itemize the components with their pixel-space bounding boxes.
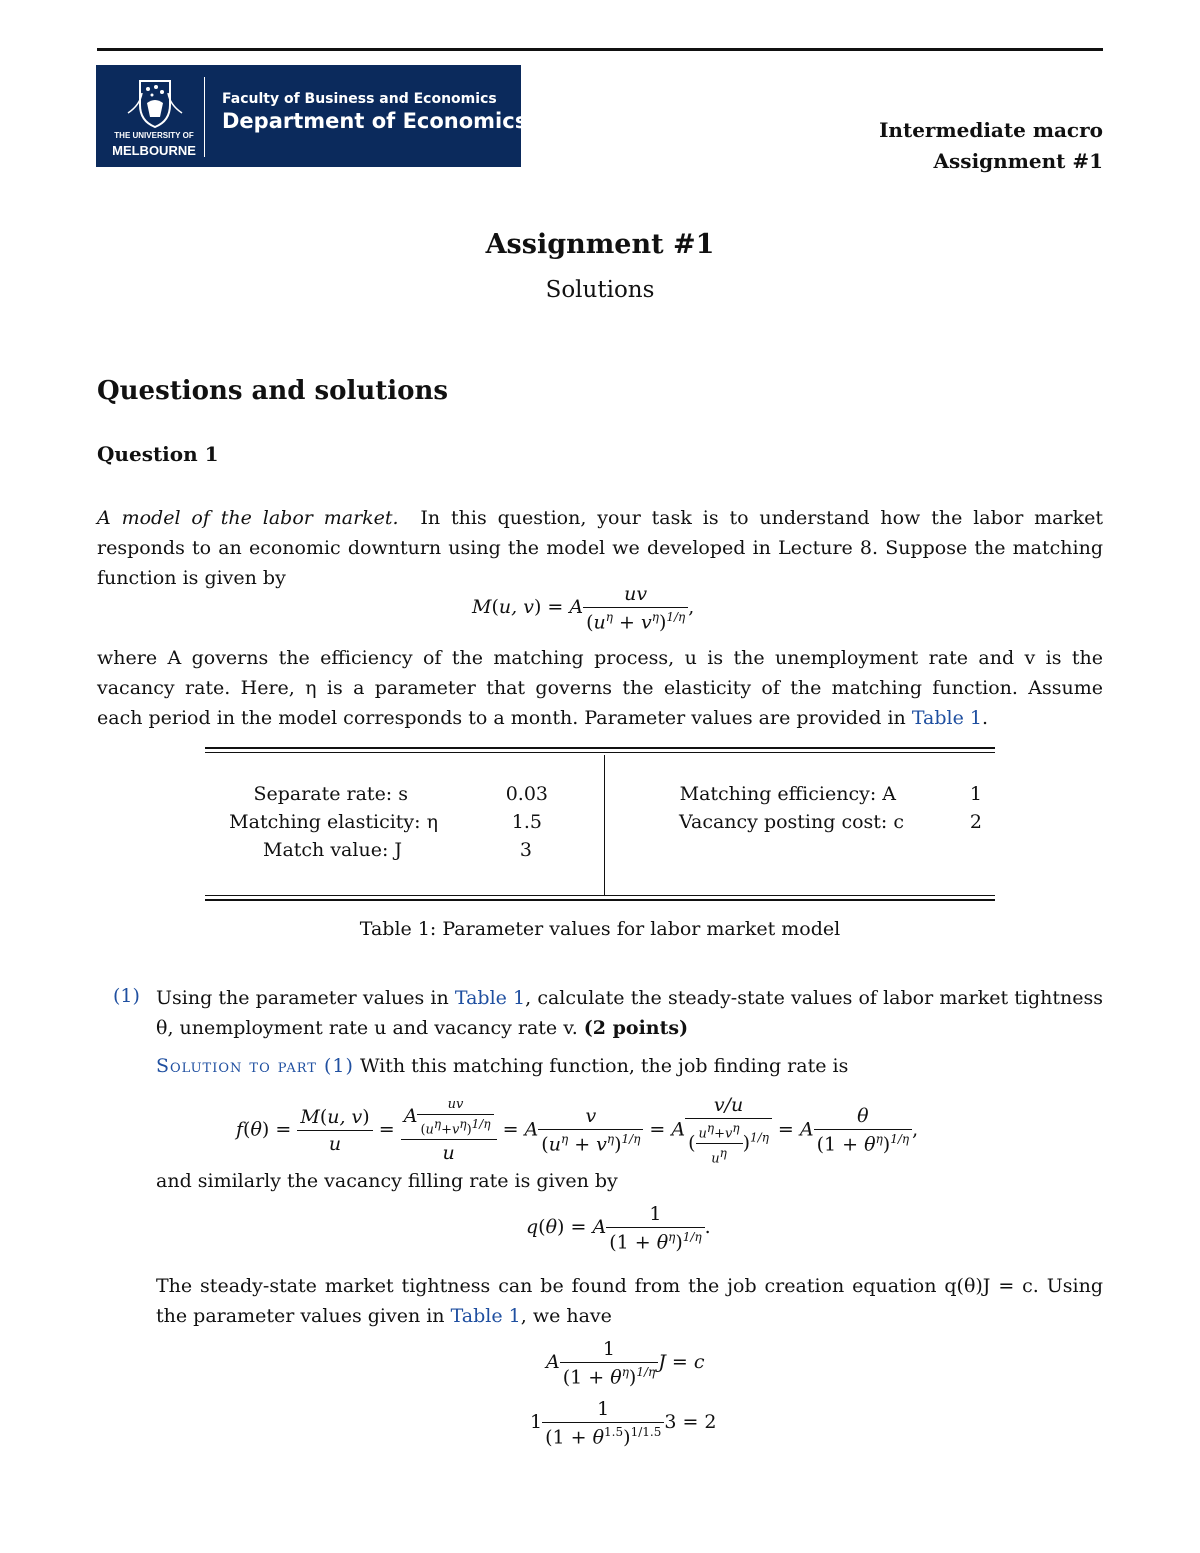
part1-table1-link[interactable]: Table 1 bbox=[454, 987, 526, 1009]
after-matching-period: . bbox=[981, 707, 989, 729]
table-divider bbox=[604, 755, 605, 895]
part-number: (1) bbox=[113, 985, 140, 1007]
intro-paragraph bbox=[97, 503, 1103, 593]
job-finding-rate-equation: f(θ) = $\frac{M(u, v)}{u}$ = A $\frac{uv}{(u^\eta+v^\eta)^{1/\eta}}$ u = A $\frac{v}{(u^\eta + v^\eta)^{1/\eta}}$ = A v/u ( $\frac{u^\eta+v^\eta}{u^\eta}$ )$^{1/\eta}$ = A $\frac{\theta}{(1 + \theta^\eta)^{1/\eta}}$ , bbox=[236, 1094, 919, 1167]
part1-line-1 bbox=[156, 983, 1103, 1013]
steady-state-line2-pre: the parameter values given in bbox=[156, 1305, 445, 1327]
question-heading: Question 1 bbox=[97, 442, 219, 466]
matching-function-equation: M(u, v) = A $\frac{uv}{(u^\eta + v^\eta)^{1/\eta}}$ , bbox=[472, 583, 695, 634]
solution-intro bbox=[156, 1051, 1103, 1081]
table-bottom-rule-2 bbox=[205, 899, 995, 901]
vacancy-filling-rate-equation: q(θ) = A $\frac{1}{(1 + \theta^\eta)^{1/\eta}}$ . bbox=[526, 1203, 711, 1254]
part1-question bbox=[156, 983, 1103, 1043]
table-top-rule-2 bbox=[205, 752, 995, 753]
document-title: Assignment #1 bbox=[485, 229, 715, 260]
intro-lead: A model of the labor market. bbox=[97, 507, 399, 529]
section-heading: Questions and solutions bbox=[97, 376, 449, 406]
course-name: Intermediate macro bbox=[879, 118, 1103, 142]
job-creation-equation-numeric: 1 $\frac{1}{(1 + \theta^{1.5})^{1/1.5}}$ 3 = 2 bbox=[530, 1398, 717, 1449]
steady-table1-link[interactable]: Table 1 bbox=[450, 1305, 521, 1327]
table-bottom-rule bbox=[205, 895, 995, 896]
logo-divider bbox=[204, 77, 205, 157]
university-line1: THE UNIVERSITY OF bbox=[114, 131, 194, 140]
table-caption: Table 1: Parameter values for labor market model bbox=[359, 918, 841, 940]
intro-line-2: responds to an economic downturn using the model we developed in Lecture 8. Suppose the matching bbox=[97, 537, 1103, 559]
faculty-name: Faculty of Business and Economics bbox=[222, 91, 497, 107]
table-left-label-1: Separate rate: s bbox=[253, 783, 408, 805]
steady-state-paragraph bbox=[156, 1271, 1103, 1331]
after-matching-line-2: vacancy rate. Here, η is a parameter that governs the elasticity of the matching function. Assume bbox=[97, 677, 1103, 699]
part1-line2-text: θ, unemployment rate u and vacancy rate v. bbox=[156, 1017, 578, 1039]
solution-intro-line bbox=[156, 1051, 1103, 1081]
table-left-value-1: 0.03 bbox=[505, 783, 548, 805]
table-top-rule bbox=[205, 747, 995, 749]
crest-icon bbox=[110, 75, 200, 131]
top-rule bbox=[97, 48, 1103, 51]
table-right-label-1: Matching efficiency: A bbox=[679, 783, 896, 805]
table-left-label-3: Match value: J bbox=[262, 839, 402, 861]
assignment-label: Assignment #1 bbox=[933, 149, 1103, 173]
solution-text: With this matching function, the job finding rate is bbox=[359, 1055, 849, 1077]
steady-state-line-2 bbox=[156, 1301, 1103, 1331]
department-name: Department of Economics bbox=[222, 109, 528, 133]
intro-line1-rest: In this question, your task is to understand how the labor market bbox=[420, 507, 1103, 529]
part1-line1-pre: Using the parameter values in bbox=[156, 987, 449, 1009]
solution-heading: Solution to part (1) bbox=[156, 1055, 354, 1077]
part1-line-2 bbox=[156, 1013, 1103, 1043]
after-matching-line3-text: each period in the model corresponds to a month. Parameter values are provided in bbox=[97, 707, 906, 729]
table-left-value-3: 3 bbox=[519, 839, 532, 861]
similarly-line: and similarly the vacancy filling rate is given by bbox=[156, 1170, 618, 1192]
steady-state-line-1: The steady-state market tightness can be found from the job creation equation q(θ)J = c. Using bbox=[156, 1275, 1103, 1297]
steady-state-line2-post: , we have bbox=[520, 1305, 612, 1327]
after-matching-line-1: where A governs the efficiency of the matching process, u is the unemployment rate and v is the bbox=[97, 647, 1103, 669]
intro-line-3: function is given by bbox=[97, 567, 286, 589]
table-right-value-2: 2 bbox=[969, 811, 982, 833]
job-creation-equation-symbolic: A $\frac{1}{(1 + \theta^\eta)^{1/\eta}}$ J = c bbox=[546, 1338, 705, 1389]
university-line2: MELBOURNE bbox=[112, 143, 196, 158]
document-subtitle: Solutions bbox=[545, 277, 655, 303]
part1-points: (2 points) bbox=[583, 1017, 689, 1039]
header-info bbox=[879, 115, 1103, 177]
part1-line1-post: , calculate the steady-state values of labor market tightness bbox=[525, 987, 1104, 1009]
table-left-value-2: 1.5 bbox=[511, 811, 542, 833]
after-matching-paragraph bbox=[97, 643, 1103, 733]
university-logo bbox=[96, 65, 528, 167]
similarly-paragraph bbox=[156, 1166, 1103, 1196]
table-right-label-2: Vacancy posting cost: c bbox=[679, 811, 904, 833]
table1-link[interactable]: Table 1 bbox=[911, 707, 982, 729]
table-left-label-2: Matching elasticity: η bbox=[229, 811, 438, 833]
after-matching-line-3 bbox=[97, 703, 1103, 733]
table-right-value-1: 1 bbox=[969, 783, 982, 805]
intro-line-1 bbox=[97, 503, 1103, 533]
